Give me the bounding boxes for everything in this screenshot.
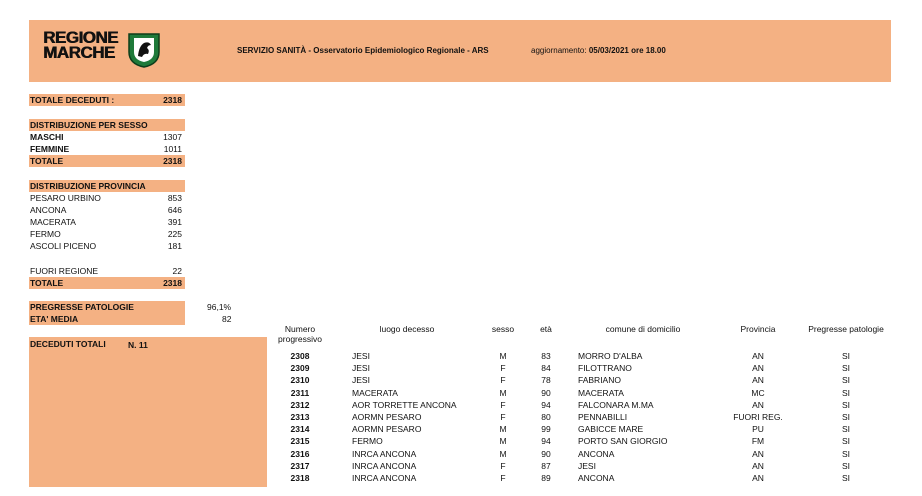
- totale-deceduti-label: TOTALE DECEDUTI :: [30, 95, 115, 105]
- cell-comune: FABRIANO: [578, 375, 621, 386]
- pregresse-value: 96,1%: [207, 302, 232, 312]
- cell-numero: 2312: [290, 399, 310, 410]
- cell-comune: FALCONARA M.MA: [578, 399, 654, 410]
- cell-numero: 2308: [290, 351, 310, 362]
- fuori-regione-row: [29, 265, 185, 277]
- cell-patologie: SI: [841, 375, 851, 386]
- header-banner: [29, 20, 891, 82]
- provincia-total-value: 2318: [163, 278, 182, 288]
- cell-provincia: AN: [752, 460, 764, 471]
- cell-comune: JESI: [578, 460, 596, 471]
- cell-luogo: JESI: [352, 375, 370, 386]
- cell-sesso: F: [500, 412, 506, 423]
- col-header-luogo: luogo decesso: [379, 324, 435, 334]
- col-header-numero-line2: progressivo: [278, 334, 322, 344]
- sesso-title-label: DISTRIBUZIONE PER SESSO: [30, 120, 148, 130]
- cell-luogo: INRCA ANCONA: [352, 472, 417, 483]
- cell-eta: 94: [541, 436, 551, 447]
- cell-eta: 83: [541, 351, 551, 362]
- cell-luogo: JESI: [352, 351, 370, 362]
- cell-patologie: SI: [841, 472, 851, 483]
- cell-provincia: AN: [752, 448, 764, 459]
- sesso-label: FEMMINE: [30, 144, 70, 154]
- sesso-value: 1307: [163, 132, 182, 142]
- update-label: aggiornamento:: [531, 46, 587, 55]
- provincia-title: [29, 180, 185, 192]
- cell-patologie: SI: [841, 351, 851, 362]
- cell-comune: PORTO SAN GIORGIO: [578, 436, 668, 447]
- col-header-numero-line1: Numero: [284, 324, 316, 334]
- provincia-label: FERMO: [30, 229, 61, 239]
- cell-numero: 2309: [290, 363, 310, 374]
- provincia-row: [29, 240, 185, 252]
- cell-sesso: M: [499, 448, 507, 459]
- cell-comune: MORRO D'ALBA: [578, 351, 643, 362]
- cell-provincia: PU: [752, 424, 764, 435]
- table-row: [268, 423, 894, 435]
- cell-patologie: SI: [841, 387, 851, 398]
- cell-luogo: INRCA ANCONA: [352, 448, 417, 459]
- cell-numero: 2316: [290, 448, 310, 459]
- cell-comune: MACERATA: [578, 387, 624, 398]
- table-row: [268, 448, 894, 460]
- sesso-total-row: [29, 155, 185, 167]
- cell-patologie: SI: [841, 412, 851, 423]
- col-header-eta: età: [540, 324, 552, 334]
- shield-icon: [127, 32, 161, 68]
- cell-sesso: F: [500, 460, 506, 471]
- cell-numero: 2317: [290, 460, 310, 471]
- cell-comune: GABICCE MARE: [578, 424, 644, 435]
- provincia-value: 181: [167, 241, 182, 251]
- cell-provincia: AN: [752, 375, 764, 386]
- cell-numero: 2315: [290, 436, 310, 447]
- sesso-label: MASCHI: [30, 132, 64, 142]
- deceduti-totali-label: DECEDUTI TOTALI: [30, 339, 106, 349]
- cell-numero: 2318: [290, 472, 310, 483]
- provincia-total-row: [29, 277, 185, 289]
- col-header-provincia: Provincia: [740, 324, 776, 334]
- pregresse-label: PREGRESSE PATOLOGIE: [30, 302, 134, 312]
- update-value: 05/03/2021 ore 18.00: [588, 46, 666, 55]
- page-title: SERVIZIO SANITÀ - Osservatorio Epidemiologico Regionale - ARS: [237, 46, 489, 55]
- col-header-numero: [268, 324, 332, 350]
- cell-provincia: FM: [751, 436, 765, 447]
- table-row: [268, 362, 894, 374]
- eta-media-value: 82: [222, 314, 232, 324]
- deceduti-totali-count: N. 11: [128, 340, 148, 350]
- logo-line-1: REGIONE: [43, 28, 118, 47]
- cell-luogo: JESI: [352, 363, 370, 374]
- cell-numero: 2314: [290, 424, 310, 435]
- cell-numero: 2311: [290, 387, 310, 398]
- provincia-label: ASCOLI PICENO: [30, 241, 97, 251]
- cell-eta: 78: [541, 375, 551, 386]
- cell-provincia: AN: [752, 399, 764, 410]
- cell-numero: 2313: [290, 412, 310, 423]
- fuori-regione-label: FUORI REGIONE: [30, 266, 99, 276]
- cell-sesso: F: [500, 399, 506, 410]
- eta-media-label: ETA' MEDIA: [30, 314, 79, 324]
- table-header-row: [268, 324, 894, 350]
- provincia-label: ANCONA: [30, 205, 67, 215]
- cell-patologie: SI: [841, 363, 851, 374]
- update-info: [531, 46, 666, 55]
- cell-comune: PENNABILLI: [578, 412, 628, 423]
- cell-comune: FILOTTRANO: [578, 363, 632, 374]
- cell-provincia: AN: [752, 351, 764, 362]
- cell-eta: 94: [541, 399, 551, 410]
- cell-patologie: SI: [841, 436, 851, 447]
- cell-sesso: F: [500, 472, 506, 483]
- cell-eta: 90: [541, 448, 551, 459]
- cell-sesso: M: [499, 436, 507, 447]
- provincia-label: PESARO URBINO: [30, 193, 101, 203]
- cell-patologie: SI: [841, 448, 851, 459]
- col-header-patologie: Pregresse patologie: [808, 324, 884, 334]
- fuori-regione-value: 22: [172, 266, 182, 276]
- deceduti-totali-box: [29, 337, 267, 487]
- provincia-label: MACERATA: [30, 217, 76, 227]
- provincia-value: 646: [167, 205, 182, 215]
- table-row: [268, 411, 894, 423]
- table-row: [268, 399, 894, 411]
- sesso-value: 1011: [163, 144, 182, 154]
- totale-deceduti-row: [29, 94, 185, 106]
- cell-luogo: INRCA ANCONA: [352, 460, 417, 471]
- cell-comune: ANCONA: [578, 448, 615, 459]
- sesso-title: [29, 119, 185, 131]
- provincia-row: [29, 216, 185, 228]
- table-row: [268, 460, 894, 472]
- provincia-row: [29, 228, 185, 240]
- col-header-sesso: sesso: [491, 324, 515, 334]
- sesso-row-maschi: [29, 131, 185, 143]
- sesso-total-value: 2318: [163, 156, 182, 166]
- provincia-value: 225: [167, 229, 182, 239]
- table-row: [268, 374, 894, 386]
- cell-sesso: F: [500, 363, 506, 374]
- cell-patologie: SI: [841, 399, 851, 410]
- provincia-total-label: TOTALE: [30, 278, 64, 288]
- cell-eta: 99: [541, 424, 551, 435]
- provincia-value: 853: [167, 193, 182, 203]
- totale-deceduti-value: 2318: [163, 95, 182, 105]
- cell-eta: 84: [541, 363, 551, 374]
- provincia-row: [29, 204, 185, 216]
- cell-eta: 87: [541, 460, 551, 471]
- provincia-value: 391: [167, 217, 182, 227]
- cell-patologie: SI: [841, 424, 851, 435]
- deceduti-table: [268, 324, 894, 484]
- table-row: [268, 472, 894, 484]
- cell-eta: 80: [541, 412, 551, 423]
- cell-luogo: AORMN PESARO: [352, 424, 422, 435]
- table-row: [268, 387, 894, 399]
- regione-marche-logo: [43, 30, 163, 70]
- cell-patologie: SI: [841, 460, 851, 471]
- cell-sesso: M: [499, 424, 507, 435]
- provincia-title-label: DISTRIBUZIONE PROVINCIA: [30, 181, 146, 191]
- cell-luogo: FERMO: [352, 436, 383, 447]
- cell-luogo: MACERATA: [352, 387, 398, 398]
- cell-provincia: FUORI REG.: [733, 412, 783, 423]
- cell-numero: 2310: [290, 375, 310, 386]
- sesso-total-label: TOTALE: [30, 156, 64, 166]
- table-row: [268, 350, 894, 362]
- cell-provincia: MC: [751, 387, 765, 398]
- cell-sesso: M: [499, 387, 507, 398]
- sesso-row-femmine: [29, 143, 185, 155]
- cell-comune: ANCONA: [578, 472, 615, 483]
- cell-eta: 90: [541, 387, 551, 398]
- cell-luogo: AOR TORRETTE ANCONA: [352, 399, 457, 410]
- cell-provincia: AN: [752, 363, 764, 374]
- cell-sesso: M: [499, 351, 507, 362]
- table-row: [268, 435, 894, 447]
- cell-eta: 89: [541, 472, 551, 483]
- col-header-comune: comune di domicilio: [605, 324, 681, 334]
- cell-provincia: AN: [752, 472, 764, 483]
- cell-luogo: AORMN PESARO: [352, 412, 422, 423]
- provincia-row: [29, 192, 185, 204]
- logo-line-2: MARCHE: [43, 43, 115, 62]
- cell-sesso: F: [500, 375, 506, 386]
